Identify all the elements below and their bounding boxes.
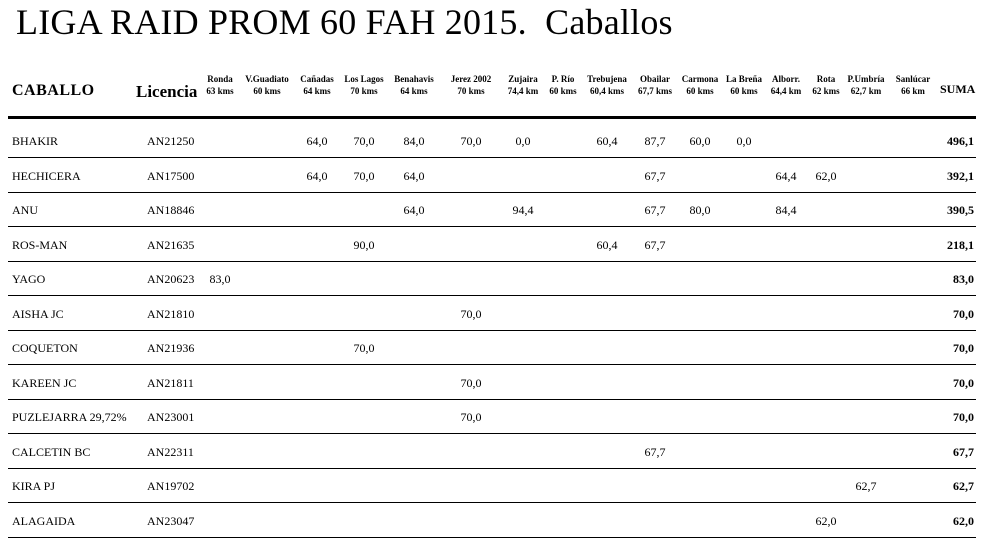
horse-name: KIRA PJ — [12, 479, 56, 493]
race-score: 84,0 — [403, 134, 425, 148]
licencia-column-header: Licencia — [136, 82, 198, 101]
race-score: 64,0 — [403, 168, 425, 183]
race-score: 67,7 — [644, 237, 666, 252]
horse-name: CALCETIN BC — [12, 444, 91, 459]
race-score: 64,0 — [306, 168, 328, 183]
race-distance: 64 kms — [400, 86, 428, 96]
race-score: 70,0 — [460, 375, 482, 390]
table-row — [8, 331, 976, 365]
license-number: AN17500 — [147, 168, 195, 183]
total-score: 62,0 — [953, 513, 974, 528]
race-name: Los Lagos — [344, 74, 384, 84]
race-distance: 60 kms — [686, 86, 714, 96]
race-distance: 60 kms — [549, 86, 577, 96]
race-name: Carmona — [681, 74, 719, 84]
race-score: 70,0 — [353, 134, 375, 148]
race-distance: 62 kms — [812, 86, 840, 96]
race-distance: 67,7 kms — [637, 86, 672, 96]
table-row — [8, 228, 976, 262]
race-column-header — [883, 73, 943, 97]
table-row — [8, 504, 976, 538]
suma-column-header: SUMA — [940, 82, 976, 96]
race-name: Zujaira — [508, 74, 538, 84]
license-number: AN21811 — [147, 375, 194, 390]
license-number: AN21936 — [147, 341, 195, 355]
horse-name: HECHICERA — [12, 168, 81, 183]
race-score: 62,7 — [855, 479, 877, 493]
caballo-column-header: CABALLO — [12, 82, 95, 99]
race-distance: 64 kms — [303, 86, 331, 96]
table-row — [8, 262, 976, 296]
race-score: 62,0 — [815, 168, 837, 183]
total-score: 218,1 — [947, 237, 974, 252]
total-score: 83,0 — [953, 272, 974, 286]
race-column-header — [384, 73, 444, 97]
race-score: 70,0 — [460, 134, 482, 148]
total-score: 62,7 — [953, 479, 974, 493]
race-name: Alborr. — [772, 74, 800, 84]
horse-name: YAGO — [12, 272, 46, 286]
race-name: Jerez 2002 — [450, 74, 492, 84]
race-score: 67,7 — [644, 203, 666, 217]
race-score: 84,4 — [775, 203, 797, 217]
total-score: 496,1 — [947, 134, 974, 148]
total-score: 70,0 — [953, 306, 974, 321]
total-score: 70,0 — [953, 375, 974, 390]
license-number: AN21250 — [147, 134, 195, 148]
race-name: Trebujena — [587, 74, 627, 84]
race-distance: 62,7 km — [850, 86, 882, 96]
race-distance: 70 kms — [457, 86, 485, 96]
race-name: Cañadas — [300, 74, 334, 84]
race-distance: 60 kms — [730, 86, 758, 96]
horse-name: ALAGAIDA — [12, 513, 76, 528]
race-score: 60,4 — [596, 134, 618, 148]
license-number: AN18846 — [147, 203, 195, 217]
horse-name: PUZLEJARRA 29,72% — [12, 410, 127, 424]
race-score: 87,7 — [644, 134, 666, 148]
race-score: 64,4 — [775, 168, 797, 183]
race-distance: 60,4 kms — [589, 86, 624, 96]
horse-name: COQUETON — [12, 341, 78, 355]
header-divider — [8, 116, 976, 119]
license-number: AN23047 — [147, 513, 195, 528]
table-row — [8, 400, 976, 434]
race-name: Obailar — [639, 74, 670, 84]
race-column-header — [441, 73, 501, 97]
race-score: 0,0 — [515, 134, 531, 148]
race-score: 67,7 — [644, 168, 666, 183]
race-name: Sanlúcar — [895, 74, 931, 84]
race-distance: 70 kms — [350, 86, 378, 96]
table-row — [8, 297, 976, 331]
race-score: 60,4 — [596, 237, 618, 252]
race-distance: 63 kms — [206, 86, 234, 96]
total-score: 70,0 — [953, 410, 974, 424]
race-score: 80,0 — [689, 203, 711, 217]
horse-name: KAREEN JC — [12, 375, 77, 390]
race-distance: 74,4 km — [507, 86, 539, 96]
total-score: 392,1 — [947, 168, 974, 183]
horse-name: ROS-MAN — [12, 237, 68, 252]
total-score: 67,7 — [953, 444, 974, 459]
table-row — [8, 366, 976, 400]
license-number: AN23001 — [147, 410, 195, 424]
table-row — [8, 435, 976, 469]
race-score: 70,0 — [353, 168, 375, 183]
race-score: 94,4 — [512, 203, 534, 217]
license-number: AN21635 — [147, 237, 195, 252]
race-name: V.Guadiato — [245, 74, 289, 84]
race-name: Ronda — [207, 74, 233, 84]
license-number: AN21810 — [147, 306, 195, 321]
race-score: 64,0 — [306, 134, 328, 148]
race-score: 90,0 — [353, 237, 375, 252]
race-score: 83,0 — [209, 272, 231, 286]
table-row — [8, 159, 976, 193]
race-name: P.Umbría — [847, 74, 885, 84]
license-number: AN19702 — [147, 479, 195, 493]
total-score: 70,0 — [953, 341, 974, 355]
race-name: Benahavis — [394, 74, 434, 84]
race-score: 0,0 — [736, 134, 752, 148]
race-distance: 60 kms — [253, 86, 281, 96]
race-name: P. Río — [551, 74, 575, 84]
race-name: La Breña — [725, 74, 763, 84]
table-row — [8, 124, 976, 158]
race-score: 70,0 — [353, 341, 375, 355]
race-distance: 64,4 km — [770, 86, 802, 96]
race-distance: 66 km — [901, 86, 925, 96]
race-score: 67,7 — [644, 444, 666, 459]
table-row — [8, 469, 976, 503]
horse-name: ANU — [12, 203, 38, 217]
race-score: 70,0 — [460, 410, 482, 424]
license-number: AN22311 — [147, 444, 194, 459]
horse-name: AISHA JC — [12, 306, 64, 321]
license-number: AN20623 — [147, 272, 195, 286]
horse-name: BHAKIR — [12, 134, 59, 148]
race-score: 60,0 — [689, 134, 711, 148]
race-score: 64,0 — [403, 203, 425, 217]
page-title: LIGA RAID PROM 60 FAH 2015. Caballos — [16, 2, 673, 42]
race-score: 70,0 — [460, 306, 482, 321]
race-name: Rota — [816, 74, 836, 84]
table-row — [8, 193, 976, 227]
race-score: 62,0 — [815, 513, 837, 528]
total-score: 390,5 — [947, 203, 974, 217]
